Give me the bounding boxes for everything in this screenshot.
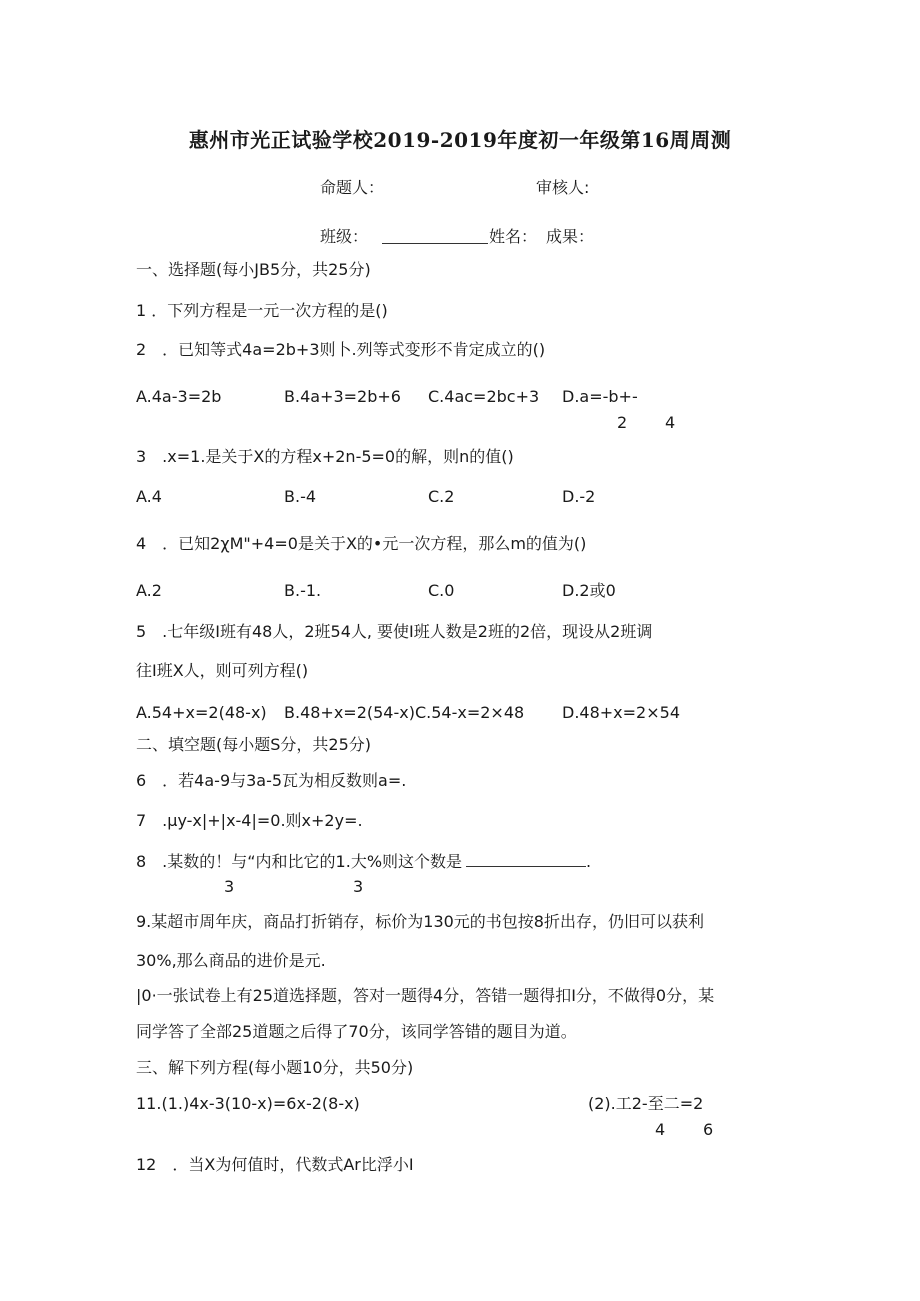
class-blank[interactable] [382,227,488,249]
fraction-denominator: 4 [655,1120,666,1139]
fraction-denominator: 6 [703,1120,714,1139]
fraction-denominator: 3 [224,877,235,896]
question-9-line-1: 9.某超市周年庆，商品打折销存，标价为130元的书包按8折出存，仍旧可以获利 [136,912,704,931]
option-a: A.4a-3=2b [136,387,222,406]
question-10-line-1: |0·一张试卷上有25道选择题，答对一题得4分，答错一题得扣I分，不做得0分，某 [136,986,715,1005]
score-label: 成果： [546,227,595,246]
question-8 [136,850,591,872]
question-12: 12 ．当X为何值时，代数式Ar比浮小I [136,1155,414,1174]
question-3: 3 .x=1.是关于X的方程x+2n-5=0的解，则n的值() [136,447,514,466]
reviewer-label: 审核人: [536,178,590,197]
class-label: 班级： [320,227,369,246]
question-5-line-1: 5 .七年级I班有48人，2班54人, 要使I班人数是2班的2倍，现设从2班调 [136,622,653,641]
fraction-denominator: 3 [353,877,364,896]
option-d: D.48+x=2×54 [562,703,680,722]
name-label: 姓名： [489,227,538,246]
question-4: 4 ．已知2χM"+4=0是关于X的•元一次方程，那么m的值为() [136,534,587,553]
section-heading: 三、解下列方程(每小题10分，共50分) [136,1058,414,1077]
question-1: 1 ．下列方程是一元一次方程的是() [136,301,388,320]
option-bc: B.48+x=2(54-x)C.54-x=2×48 [284,703,525,722]
option-a: A.4 [136,487,162,506]
question-8-text: 8 .某数的！与“内和比它的1.大%则这个数是 [136,852,463,871]
section-heading: 一、选择题(每小JB5分，共25分) [136,260,371,279]
option-d: D.a=-b+- [562,387,638,406]
question-6: 6 ．若4a-9与3a-5瓦为相反数则a=. [136,771,407,790]
question-11-part-2: (2).工2-至二=2 [588,1094,704,1113]
option-c: C.2 [428,487,455,506]
question-9-line-2: 30%,那么商品的进价是元. [136,951,326,970]
question-7: 7 .μy-x|+|x-4|=0.则x+2y=. [136,811,363,830]
question-8-end: . [586,852,592,871]
author-label: 命题人： [320,178,385,197]
page-title: 惠州市光正试验学校2019-2019年度初一年级第16周周测 [188,128,732,152]
option-a: A.2 [136,581,162,600]
question-2: 2 ．已知等式4a=2b+3则卜.列等式变形不肯定成立的() [136,340,546,359]
answer-blank[interactable] [466,850,586,867]
fraction-denominator: 2 [617,413,628,432]
option-d: D.2或0 [562,581,616,600]
option-b: B.-4 [284,487,317,506]
question-11-part-1: 11.(1.)4x-3(10-x)=6x-2(8-x) [136,1094,360,1113]
option-d: D.-2 [562,487,596,506]
question-10-line-2: 同学答了全部25道题之后得了70分，该同学答错的题目为道。 [136,1022,577,1041]
option-c: C.4ac=2bc+3 [428,387,540,406]
section-heading: 二、填空题(每小题S分，共25分) [136,735,372,754]
option-a: A.54+x=2(48-x) [136,703,267,722]
question-5-line-2: 往I班X人，则可列方程() [136,661,309,680]
option-b: B.-1. [284,581,322,600]
option-c: C.0 [428,581,455,600]
option-b: B.4a+3=2b+6 [284,387,401,406]
fraction-denominator: 4 [665,413,676,432]
